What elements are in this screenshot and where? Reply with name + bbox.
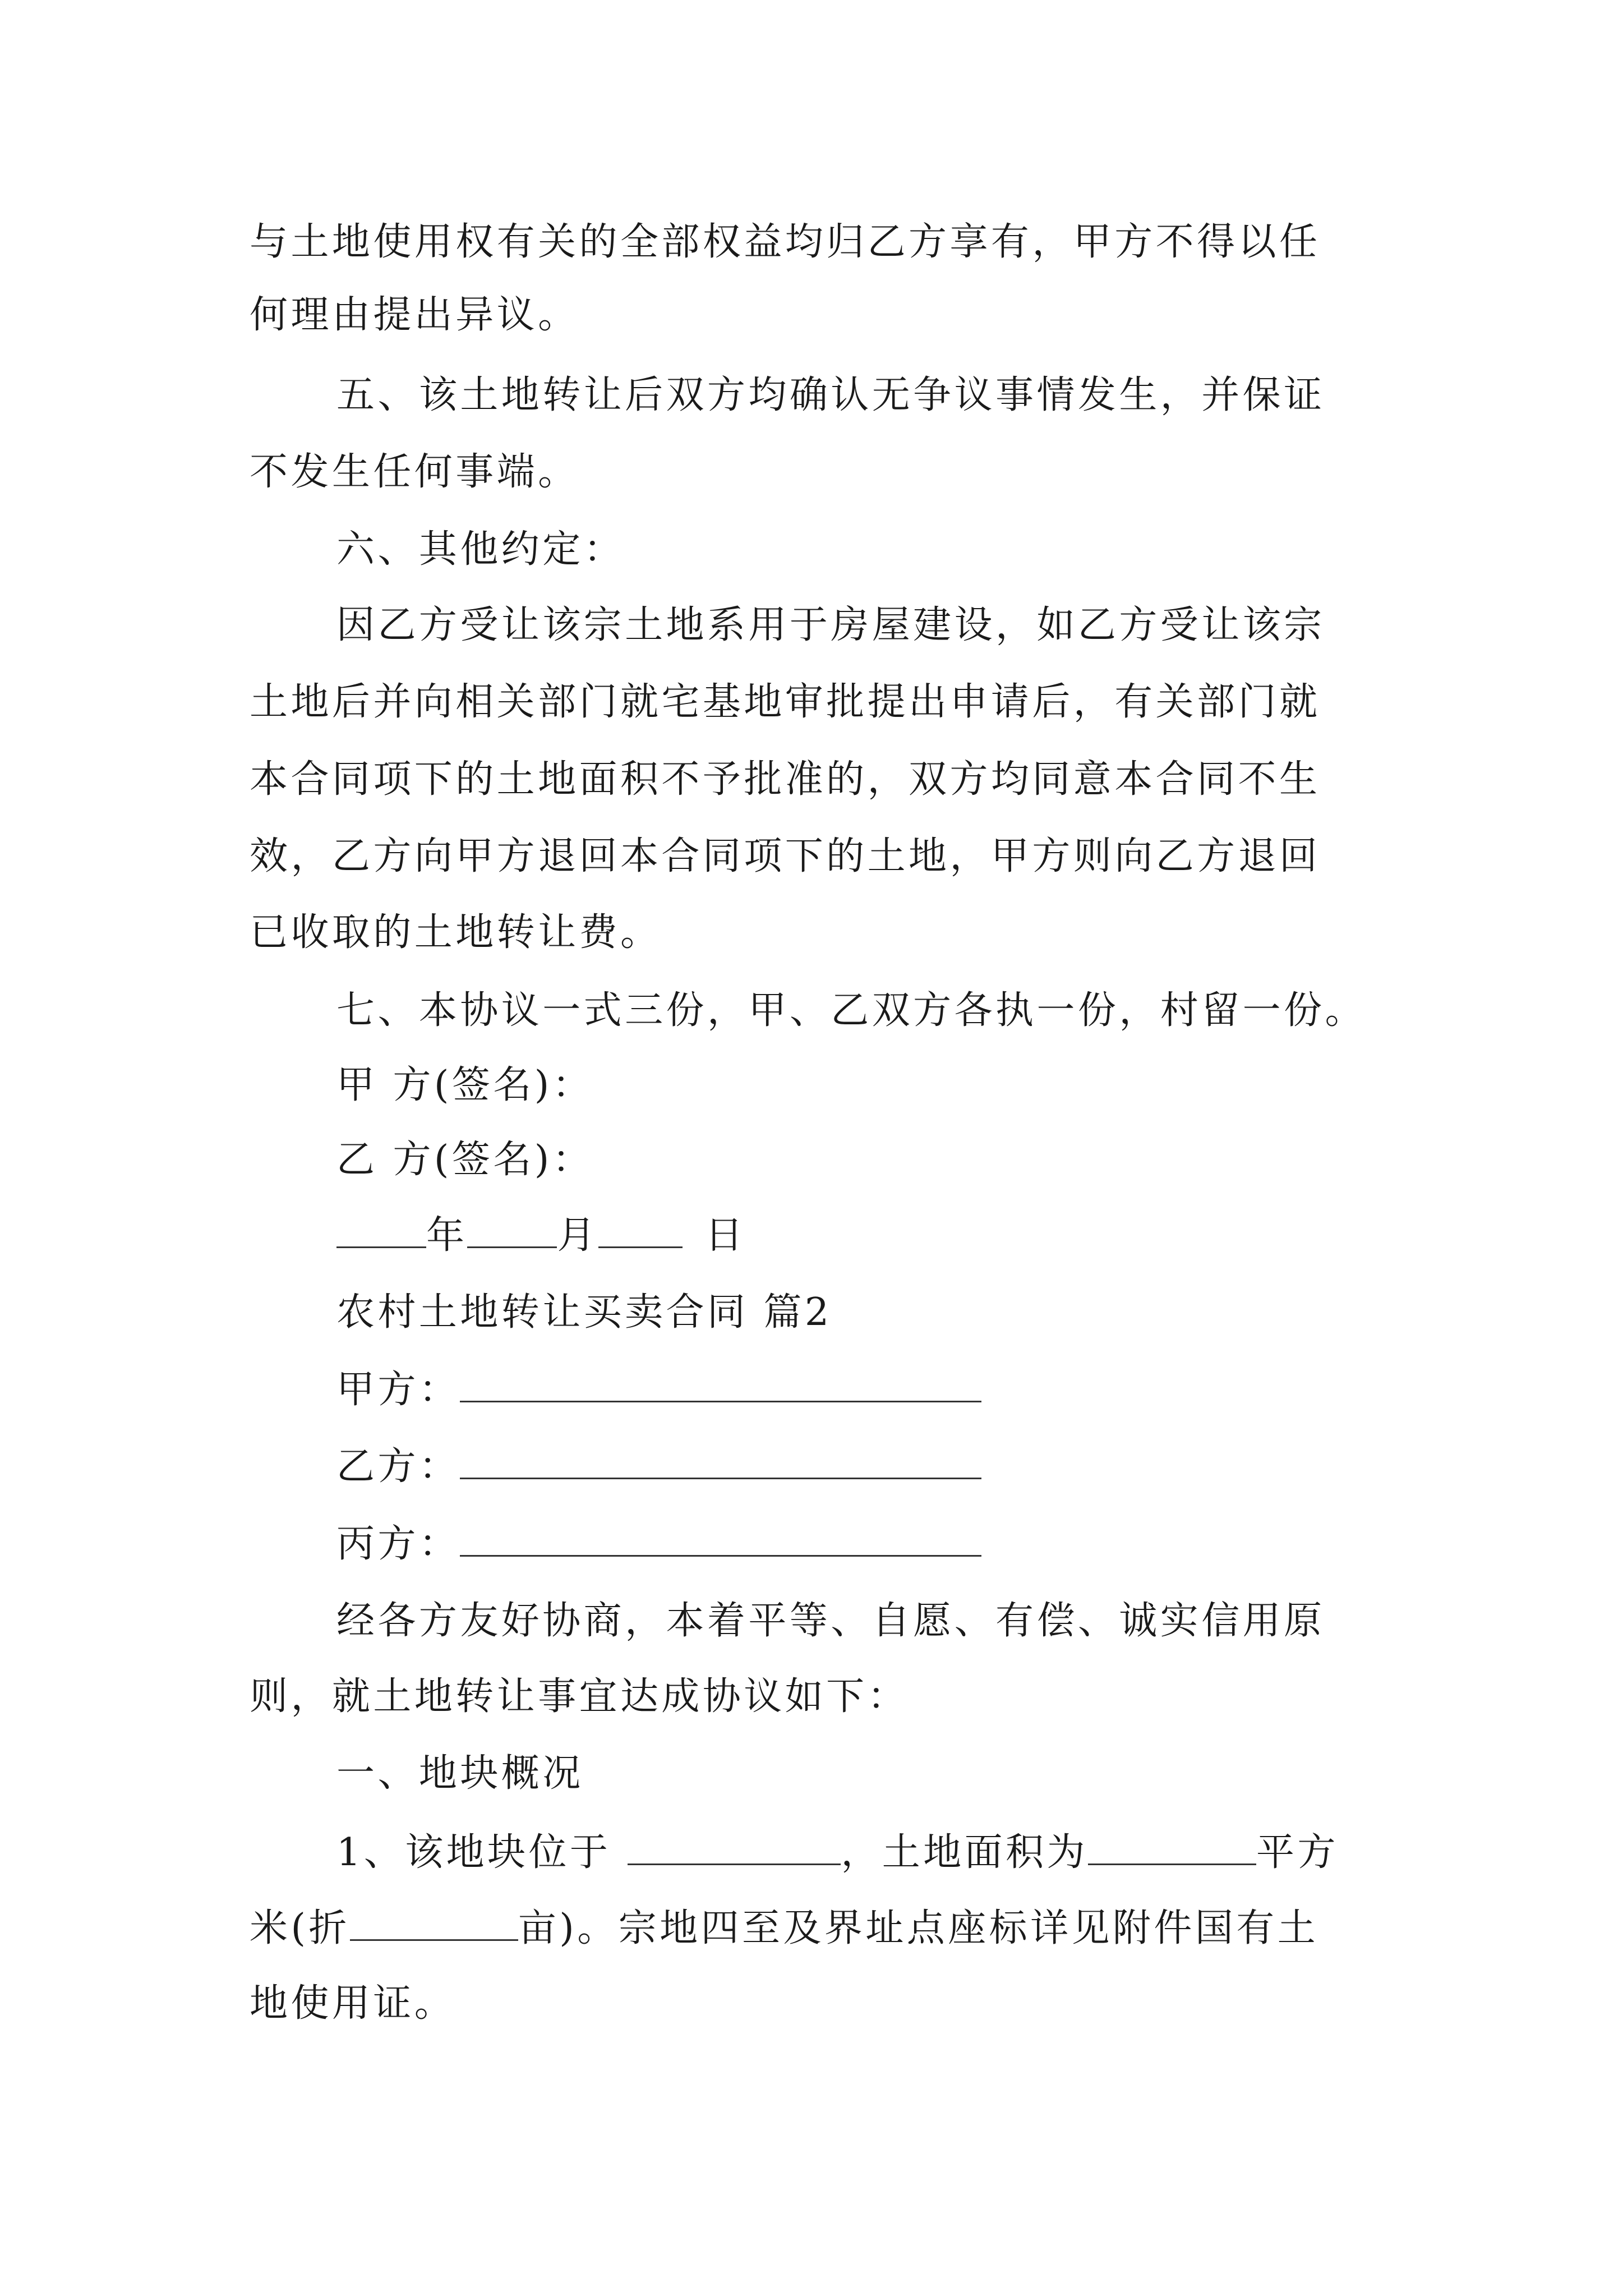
section-title: 农村土地转让买卖合同 篇2 [336, 1290, 832, 1335]
clause-1-text: 1、该地块位于 [336, 1830, 611, 1875]
clause-1-line-2 [250, 1904, 1318, 1951]
clause-1-area-label: ，土地面积为 [841, 1830, 1088, 1875]
party-c-row [336, 1520, 981, 1567]
clause-1-mu-label: 米(折 [250, 1906, 350, 1950]
party-b-row [336, 1443, 981, 1489]
clause-1-unit: 平方 [1256, 1830, 1339, 1875]
paragraph-line: 已收取的土地转让费。 [250, 910, 662, 955]
party-c-label: 丙方： [336, 1522, 460, 1566]
clause-1-line-3: 地使用证。 [250, 1981, 456, 2026]
paragraph-line: 因乙方受让该宗土地系用于房屋建设，如乙方受让该宗 [336, 603, 1325, 647]
month-blank[interactable] [467, 1212, 557, 1248]
clause-six-heading: 六、其他约定： [336, 527, 625, 572]
clause-five-line: 五、该土地转让后双方均确认无争议事情发生，并保证 [336, 373, 1325, 417]
paragraph-line: 与土地使用权有关的全部权益均归乙方享有，甲方不得以任 [250, 220, 1321, 264]
party-a-blank[interactable] [460, 1366, 981, 1402]
party-b-label: 乙方： [336, 1444, 460, 1489]
party-b-signature: 乙 方(签名)： [336, 1138, 594, 1182]
paragraph-line: 则，就土地转让事宜达成协议如下： [250, 1674, 909, 1719]
clause-seven-line: 七、本协议一式三份，甲、乙双方各执一份，村留一份。 [336, 988, 1367, 1033]
party-c-blank[interactable] [460, 1520, 981, 1557]
paragraph-line: 土地后并向相关部门就宅基地审批提出申请后，有关部门就 [250, 680, 1321, 724]
party-a-row [336, 1366, 981, 1412]
location-blank[interactable] [628, 1829, 841, 1865]
party-a-label: 甲方： [336, 1368, 460, 1412]
clause-1-line [336, 1829, 1339, 1875]
clause-1-text-2: 亩)。宗地四至及界址点座标详见附件国有土 [518, 1906, 1319, 1950]
year-label: 年 [426, 1213, 468, 1258]
date-line [336, 1212, 746, 1258]
paragraph-line: 本合同项下的土地面积不予批准的，双方均同意本合同不生 [250, 757, 1321, 802]
paragraph-line: 经各方友好协商，本着平等、自愿、有偿、诚实信用原 [336, 1599, 1325, 1643]
paragraph-line: 何理由提出异议。 [250, 293, 579, 337]
party-b-blank[interactable] [460, 1443, 981, 1479]
day-label: 日 [704, 1213, 746, 1258]
area-blank[interactable] [1088, 1829, 1256, 1865]
section-one-heading: 一、地块概况 [336, 1751, 584, 1796]
mu-blank[interactable] [350, 1904, 518, 1941]
month-label: 月 [557, 1213, 598, 1258]
paragraph-line: 不发生任何事端。 [250, 450, 579, 494]
paragraph-line: 效，乙方向甲方退回本合同项下的土地，甲方则向乙方退回 [250, 834, 1321, 878]
day-blank[interactable] [598, 1212, 683, 1248]
year-blank[interactable] [336, 1212, 426, 1248]
party-a-signature: 甲 方(签名)： [336, 1063, 594, 1107]
